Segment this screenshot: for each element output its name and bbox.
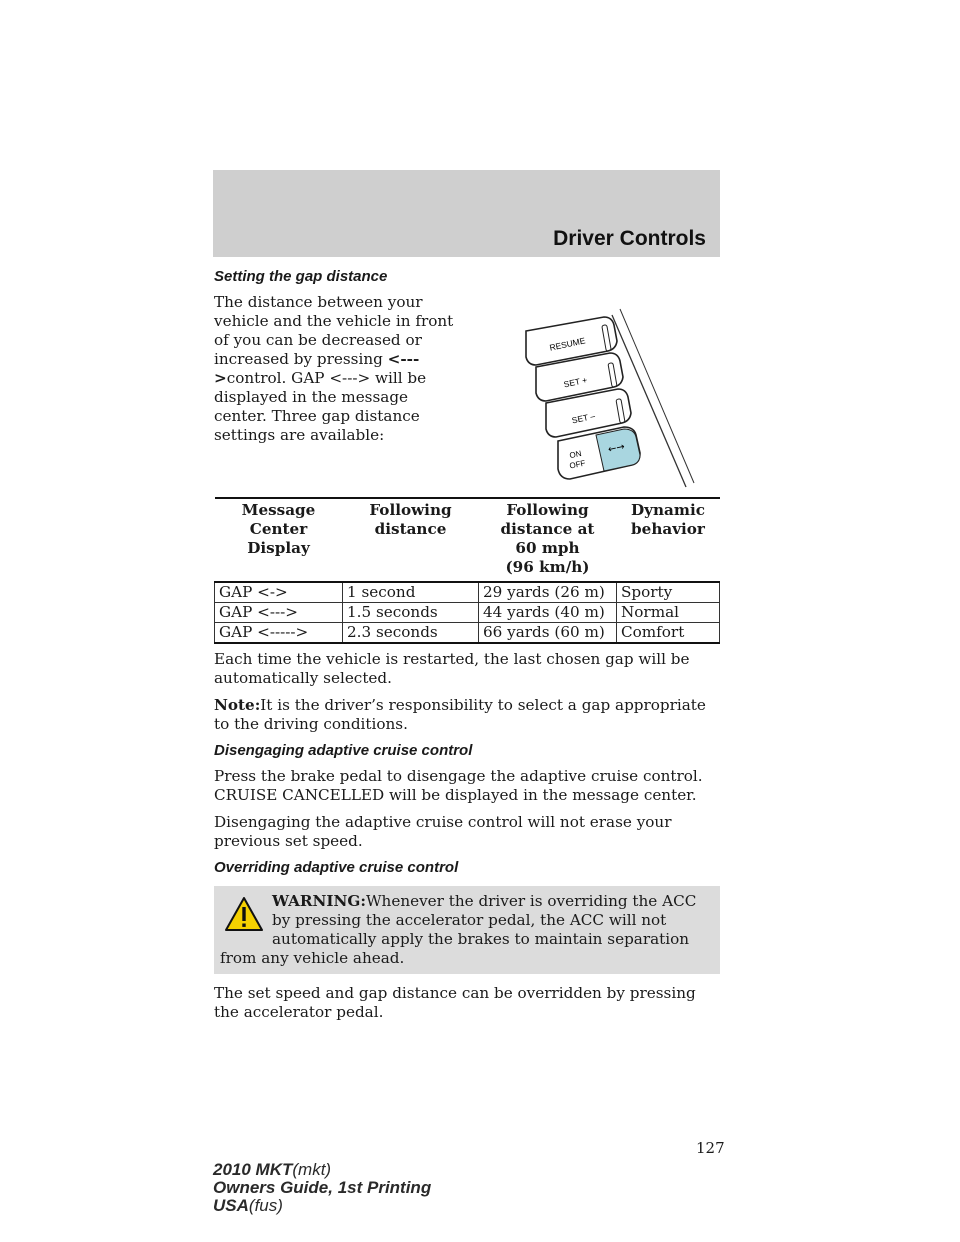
warning-text: Whenever the driver is overriding the ACC by pressing the accelerator pedal, the ACC will not automatically apply the brakes to maintain separation from any vehicle ahead.	[220, 892, 697, 967]
table-cell: GAP <----->	[215, 623, 343, 644]
heading-disengaging: Disengaging adaptive cruise control	[214, 742, 473, 759]
heading-overriding: Overriding adaptive cruise control	[214, 859, 459, 876]
header-following-distance: Following distance	[343, 498, 479, 582]
table-header-row	[215, 498, 720, 582]
restart-gap-paragraph: Each time the vehicle is restarted, the last chosen gap will be automatically selected.	[214, 650, 690, 687]
heading-setting-gap-distance: Setting the gap distance	[214, 268, 388, 285]
note-text: It is the driver’s responsibility to select a gap appropriate to the driving conditions.	[214, 696, 706, 733]
table-cell: 44 yards (40 m)	[479, 603, 617, 623]
intro-before: The distance between your vehicle and the vehicle in front of you can be decreased or increased by pressing	[214, 293, 454, 368]
table-cell: GAP <->	[215, 582, 343, 603]
set-minus-label: SET –	[570, 410, 596, 426]
footer-line-1: 2010 MKT(mkt)	[213, 1160, 332, 1179]
warning-triangle-icon	[224, 896, 264, 932]
table-cell: GAP <--->	[215, 603, 343, 623]
table-cell: 66 yards (60 m)	[479, 623, 617, 644]
note-label: Note:	[214, 696, 261, 714]
table-cell: 1.5 seconds	[343, 603, 479, 623]
table-row	[215, 582, 720, 603]
table-row	[215, 603, 720, 623]
table-cell: 29 yards (26 m)	[479, 582, 617, 603]
table-cell: Normal	[617, 603, 720, 623]
off-label: OFF	[568, 458, 587, 471]
header-message-center: Message Center Display	[215, 498, 343, 582]
disengage-paragraph-2: Disengaging the adaptive cruise control will not erase your previous set speed.	[214, 813, 672, 850]
table-cell: Comfort	[617, 623, 720, 644]
table-cell: 1 second	[343, 582, 479, 603]
override-paragraph: The set speed and gap distance can be overridden by pressing the accelerator pedal.	[214, 984, 696, 1021]
table-cell: 2.3 seconds	[343, 623, 479, 644]
gap-intro-paragraph	[214, 293, 459, 445]
cruise-control-buttons-illustration	[504, 307, 704, 495]
gap-arrow-icon: ←→	[607, 441, 626, 456]
disengage-paragraph-1: Press the brake pedal to disengage the adaptive cruise control. CRUISE CANCELLED will be displayed in the message center.	[214, 767, 703, 804]
resume-label: RESUME	[548, 335, 587, 353]
footer-line-2: Owners Guide, 1st Printing	[213, 1178, 432, 1197]
table-row	[215, 623, 720, 644]
header-distance-at-speed: Following distance at 60 mph (96 km/h)	[479, 498, 617, 582]
set-plus-label: SET +	[562, 374, 589, 390]
section-title: Driver Controls	[553, 227, 706, 250]
note-paragraph	[214, 696, 720, 734]
intro-after: control. GAP <---> will be displayed in the message center. Three gap distance settings are available:	[214, 369, 427, 444]
footer-line-3: USA(fus)	[213, 1196, 283, 1215]
gap-control-symbol: <--->	[214, 350, 420, 387]
gap-intro-block	[214, 293, 720, 493]
section-header-band	[213, 170, 720, 257]
warning-label: WARNING:	[272, 892, 366, 910]
table-cell: Sporty	[617, 582, 720, 603]
footer	[213, 1161, 431, 1215]
page-number: 127	[696, 1139, 725, 1157]
on-off-gap-button	[558, 427, 640, 479]
page-content	[214, 268, 720, 1030]
warning-box	[214, 886, 720, 974]
header-dynamic-behavior: Dynamic behavior	[617, 498, 720, 582]
on-label: ON	[568, 448, 583, 461]
gap-settings-table	[214, 497, 720, 644]
